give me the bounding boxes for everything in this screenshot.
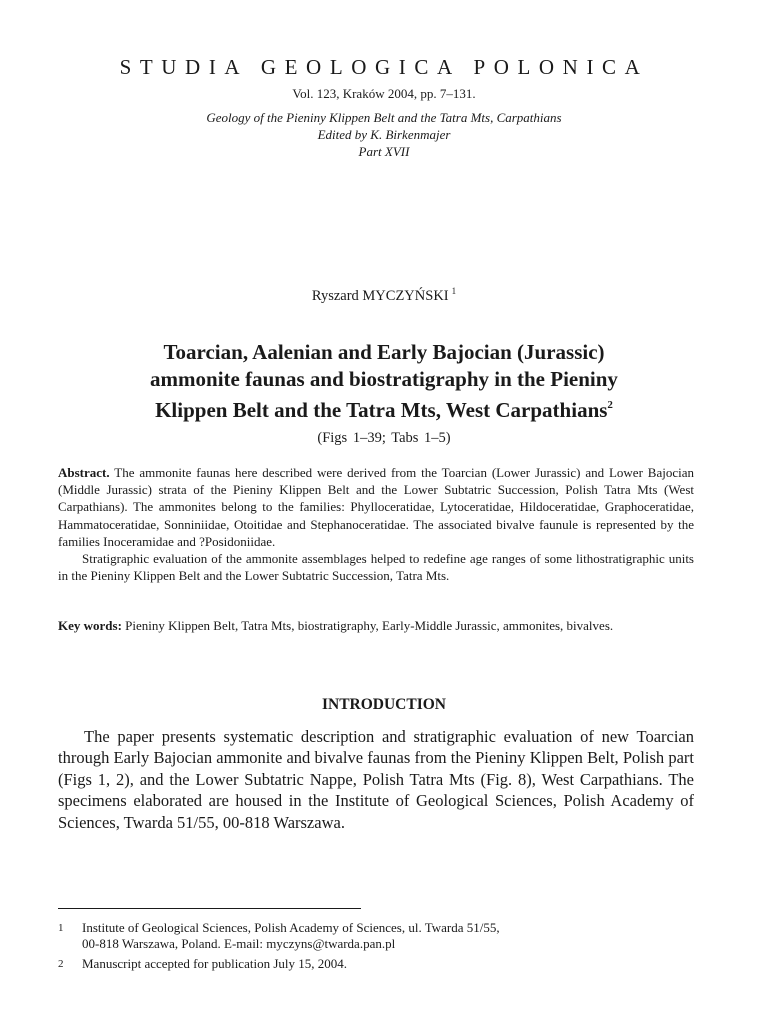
title-line-2: ammonite faunas and biostratigraphy in the Pieniny <box>150 366 618 391</box>
title-footnote-mark: 2 <box>607 399 613 411</box>
figures-tables-count: (Figs 1–39; Tabs 1–5) <box>317 430 451 446</box>
title-line-3 <box>80 392 688 424</box>
keywords-label: Key words: <box>58 618 122 633</box>
footnote-1-text <box>82 920 692 952</box>
author-name: Ryszard MYCZYŃSKI <box>311 288 449 304</box>
footnote-2-text: Manuscript accepted for publication July 15, 2004. <box>82 956 347 971</box>
series-title: Geology of the Pieniny Klippen Belt and the Tatra Mts, Carpathians <box>206 110 562 125</box>
keywords <box>58 617 694 634</box>
title-line-3-text: Klippen Belt and the Tatra Mts, West Carpathians <box>155 398 608 422</box>
footnote-1 <box>58 920 698 954</box>
paper-title <box>80 339 688 424</box>
author-footnote-mark: 1 <box>451 286 457 296</box>
editor-line: Edited by K. Birkenmajer <box>317 127 451 142</box>
footnote-1-line-1: Institute of Geological Sciences, Polish Academy of Sciences, ul. Twarda 51/55, <box>82 920 500 935</box>
abstract <box>58 464 694 584</box>
keywords-text: Pieniny Klippen Belt, Tatra Mts, biostratigraphy, Early-Middle Jurassic, ammonites, bivalves. <box>121 618 614 633</box>
section-heading: INTRODUCTION <box>321 696 446 713</box>
title-line-1: Toarcian, Aalenian and Early Bajocian (Jurassic) <box>163 340 605 364</box>
footnote-divider <box>58 908 361 909</box>
abstract-label: Abstract. <box>58 465 110 480</box>
abstract-paragraph-2: Stratigraphic evaluation of the ammonite assemblages helped to redefine age ranges of some lithostratigraphic units in the Pieniny Klippen Belt and the Lower Subtatric Succession, Tatra Mts. <box>58 551 694 584</box>
footnote-1-number: 1 <box>58 922 64 934</box>
footnote-2-number: 2 <box>58 958 64 970</box>
introduction-body <box>58 726 694 833</box>
author-line <box>0 286 768 305</box>
introduction-paragraph: The paper presents systematic description and stratigraphic evaluation of new Toarcian through Early Bajocian ammonite and bivalve faunas from the Pieniny Klippen Belt, Polish part (Figs 1, 2), and the Lower Subtatric Nappe, Polish Tatra Mts (Fig. 8), West Carpathians. The specimens elaborated are housed in the Institute of Geological Sciences, Polish Academy of Sciences, Twarda 51/55, 00-818 Warszawa. <box>58 727 694 832</box>
abstract-paragraph-1 <box>58 464 694 550</box>
footnote-1-line-2: 00-818 Warszawa, Poland. E-mail: myczyns@twarda.pan.pl <box>82 936 396 951</box>
keywords-paragraph <box>58 617 694 634</box>
footnote-2 <box>58 956 698 974</box>
abstract-text-1: The ammonite faunas here described were derived from the Toarcian (Lower Jurassic) and Lower Bajocian (Middle Jurassic) strata of the Pieniny Klippen Belt and the Lower Subtatric Succession, Polish Tatra Mts (West Carpathians). The ammonites belong to the families: Phylloceratidae, Lytoceratidae, Hildoceratidae, Graphoceratidae, Hammatoceratidae, Sonniniidae, Otoitidae and Stephanoceratidae. The associated bivalve faunule is represented by the families Inoceramidae and ?Posidoniidae. <box>58 465 694 549</box>
part-number: Part XVII <box>358 144 410 159</box>
journal-name: STUDIA GEOLOGICA POLONICA <box>119 55 649 79</box>
volume-info: Vol. 123, Kraków 2004, pp. 7–131. <box>292 86 476 101</box>
